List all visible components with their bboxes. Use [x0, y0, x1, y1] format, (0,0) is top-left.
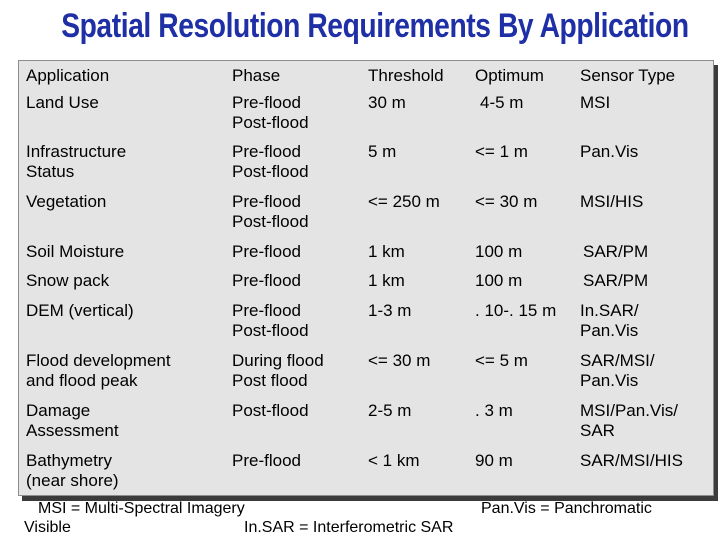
- row-4-application: Snow pack: [26, 271, 110, 290]
- footnote-visible: Visible: [24, 519, 71, 536]
- row-1-phase: Pre-flood Post-flood: [232, 142, 309, 181]
- header-application: Application: [26, 66, 110, 85]
- row-8-application: Bathymetry (near shore): [26, 451, 119, 490]
- row-7-optimum: . 3 m: [475, 401, 513, 420]
- row-5-sensor: In.SAR/ Pan.Vis: [580, 301, 639, 340]
- header-sensor: Sensor Type: [580, 66, 676, 85]
- header-threshold: Threshold: [368, 66, 444, 85]
- footnote-msi: MSI = Multi-Spectral Imagery: [38, 500, 245, 517]
- row-5-phase: Pre-flood Post-flood: [232, 301, 309, 340]
- row-7-phase: Post-flood: [232, 401, 309, 420]
- row-6-optimum: <= 5 m: [475, 351, 528, 370]
- row-3-phase: Pre-flood: [232, 242, 301, 261]
- slide-title: Spatial Resolution Requirements By Application: [61, 7, 689, 45]
- row-0-optimum: 4-5 m: [480, 93, 524, 112]
- row-1-threshold: 5 m: [368, 142, 397, 161]
- row-7-sensor: MSI/Pan.Vis/ SAR: [580, 401, 678, 440]
- row-0-application: Land Use: [26, 93, 99, 112]
- row-8-threshold: < 1 km: [368, 451, 420, 470]
- row-7-application: Damage Assessment: [26, 401, 119, 440]
- row-2-phase: Pre-flood Post-flood: [232, 192, 309, 231]
- row-8-sensor: SAR/MSI/HIS: [580, 451, 683, 470]
- row-5-threshold: 1-3 m: [368, 301, 412, 320]
- row-4-optimum: 100 m: [475, 271, 523, 290]
- row-8-phase: Pre-flood: [232, 451, 301, 470]
- row-5-optimum: . 10-. 15 m: [475, 301, 557, 320]
- row-3-application: Soil Moisture: [26, 242, 125, 261]
- row-2-threshold: <= 250 m: [368, 192, 440, 211]
- header-optimum: Optimum: [475, 66, 544, 85]
- row-2-optimum: <= 30 m: [475, 192, 538, 211]
- row-7-threshold: 2-5 m: [368, 401, 412, 420]
- row-4-sensor: SAR/PM: [583, 271, 649, 290]
- row-0-phase: Pre-flood Post-flood: [232, 93, 309, 132]
- row-4-phase: Pre-flood: [232, 271, 301, 290]
- row-6-application: Flood development and flood peak: [26, 351, 171, 390]
- row-4-threshold: 1 km: [368, 271, 405, 290]
- row-3-sensor: SAR/PM: [583, 242, 649, 261]
- row-0-threshold: 30 m: [368, 93, 406, 112]
- header-phase: Phase: [232, 66, 281, 85]
- row-0-sensor: MSI: [580, 93, 611, 112]
- row-1-optimum: <= 1 m: [475, 142, 528, 161]
- row-3-optimum: 100 m: [475, 242, 523, 261]
- row-8-optimum: 90 m: [475, 451, 513, 470]
- row-6-threshold: <= 30 m: [368, 351, 431, 370]
- footnote-insar: In.SAR = Interferometric SAR: [244, 519, 454, 536]
- row-1-application: Infrastructure Status: [26, 142, 127, 181]
- row-2-application: Vegetation: [26, 192, 107, 211]
- row-2-sensor: MSI/HIS: [580, 192, 644, 211]
- row-1-sensor: Pan.Vis: [580, 142, 639, 161]
- row-6-phase: During flood Post flood: [232, 351, 324, 390]
- footnote-panvis: Pan.Vis = Panchromatic: [481, 500, 652, 517]
- row-3-threshold: 1 km: [368, 242, 405, 261]
- row-5-application: DEM (vertical): [26, 301, 134, 320]
- row-6-sensor: SAR/MSI/ Pan.Vis: [580, 351, 655, 390]
